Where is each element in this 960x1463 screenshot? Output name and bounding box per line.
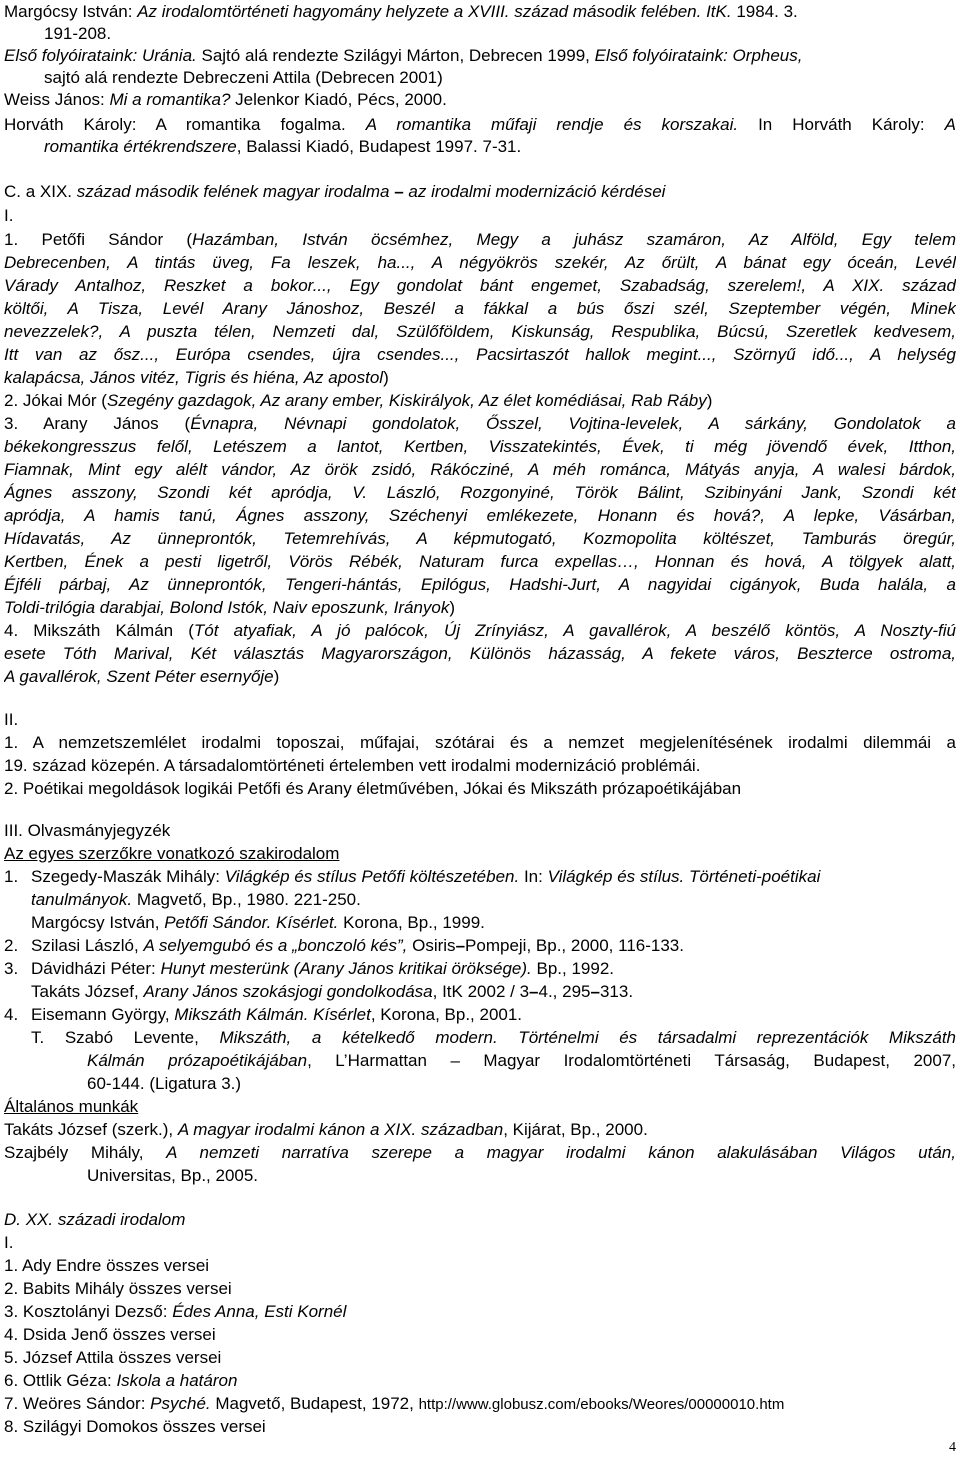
text-line — [31, 889, 956, 911]
italic-text-run: költői, A Tisza, Levél Arany Jánoshoz, Beszél a fákkal a bús őszi szél, Szeptember végén, Minek — [4, 299, 956, 318]
text-line — [4, 1232, 956, 1254]
text-line — [31, 1027, 956, 1049]
text-line — [4, 1278, 956, 1300]
italic-text-run: Iskola a határon — [116, 1371, 238, 1390]
text-run: , Balassi Kiadó, Budapest 1997. 7-31. — [236, 137, 522, 156]
text-run: 2. Babits Mihály összes versei — [4, 1279, 232, 1298]
text-run: , L’Harmattan – Magyar Irodalomtörténeti Társaság, Budapest, 2007, — [307, 1051, 956, 1070]
text-line — [4, 275, 956, 297]
italic-text-run: Az irodalomtörténeti hagyomány helyzete a XVIII. század második felében. ItK. — [137, 2, 732, 21]
text-line — [4, 1096, 956, 1118]
text-line — [4, 958, 956, 980]
text-run: 1984. 3. — [731, 2, 798, 21]
italic-text-run: A — [944, 115, 956, 134]
text-line — [4, 866, 956, 888]
text-run: 7. Weöres Sándor: — [4, 1394, 151, 1413]
text-line — [4, 181, 956, 203]
italic-text-run: Kálmán prózapoétikájában — [87, 1051, 308, 1070]
text-line — [4, 1416, 956, 1438]
italic-text-run: Tót atyafiak, A jó palócok, Új Zrínyiász, A gavallérok, A beszélő köntös, A Noszty-fiú — [193, 621, 956, 640]
text-line — [4, 820, 956, 842]
italic-text-run: Mikszáth, a kételkedő modern. Történelmi és társadalmi reprezentációk Mikszáth — [219, 1028, 956, 1047]
text-run: Dávidházi Péter: — [31, 959, 161, 978]
italic-text-run: Világkép és stílus. Történeti-poétikai — [547, 867, 821, 886]
text-line — [4, 778, 956, 800]
italic-text-run: A romantika műfaji rendje és korszakai. — [365, 115, 739, 134]
text-run: C. a XIX. — [4, 182, 77, 201]
italic-text-run: Hunyt mesterünk (Arany János kritikai öröksége). — [160, 959, 532, 978]
text-line — [4, 229, 956, 251]
text-line — [4, 551, 956, 573]
italic-text-run: Fiamnak, Mint egy alélt vándor, Az örök zsidó, Rákócziné, A méh románca, Mátyás anyja, A walesi bárdok, — [4, 460, 956, 479]
text-run: – — [590, 982, 600, 1001]
text-line — [4, 1301, 956, 1323]
italic-text-run: Hídavatás, Az ünneprontók, Tetemrehívás, A képmutogató, Kozmopolita költészet, Tamburás öregúr, — [4, 529, 956, 548]
text-line — [4, 114, 956, 136]
text-run: 3. Kosztolányi Dezső: — [4, 1302, 173, 1321]
section-heading: Az egyes szerzőkre vonatkozó szakirodalom — [4, 844, 340, 863]
italic-text-run: Éjféli párbaj, Az ünneprontók, Tengeri-hántás, Epilógus, Hadshi-Jurt, A nagyidai cigányok, Buda halála, a — [4, 575, 956, 594]
text-line — [4, 390, 956, 412]
text-line — [4, 45, 956, 67]
text-run: Osiris — [407, 936, 456, 955]
italic-text-run: Első folyóirataink: Orpheus, — [594, 46, 803, 65]
text-run: 6. Ottlik Géza: — [4, 1371, 117, 1390]
text-run: – — [529, 982, 539, 1001]
italic-text-run: az irodalmi modernizáció kérdései — [403, 182, 666, 201]
text-run: ) — [273, 667, 280, 686]
text-run: Szajbély Mihály, — [4, 1143, 167, 1162]
text-run: ) — [449, 598, 456, 617]
text-run: 60-144. (Ligatura 3.) — [87, 1074, 242, 1093]
text-line — [4, 1347, 956, 1369]
text-run: Bp., 1992. — [531, 959, 614, 978]
italic-text-run: Mikszáth Kálmán. Kísérlet — [174, 1005, 371, 1024]
text-run: 4., 295 — [538, 982, 591, 1001]
italic-text-run: esete Tóth Marival, Két választás Magyarországon, Különös házasság, A fekete város, Beszterce ostroma, — [4, 644, 956, 663]
text-line — [44, 136, 956, 158]
text-run: ) — [706, 391, 713, 410]
text-line — [4, 574, 956, 596]
italic-text-run: Szegény gazdagok, Az arany ember, Kiskirályok, Az élet komédiásai, Rab Ráby — [106, 391, 707, 410]
text-run: 313. — [599, 982, 634, 1001]
text-run: Universitas, Bp., 2005. — [87, 1166, 259, 1185]
text-line — [4, 755, 956, 777]
text-line — [4, 597, 956, 619]
text-run: , Korona, Bp., 2001. — [370, 1005, 523, 1024]
text-line — [44, 23, 956, 45]
text-run: 5. József Attila összes versei — [4, 1348, 222, 1367]
text-run: 8. Szilágyi Domokos összes versei — [4, 1417, 266, 1436]
text-line — [4, 344, 956, 366]
italic-text-run: tanulmányok. — [31, 890, 133, 909]
text-run: I. — [4, 206, 14, 225]
text-line — [4, 367, 956, 389]
italic-text-run: Évnapra, Névnapi gondolatok, Ősszel, Vojtina-levelek, A sárkány, Gondolatok a — [190, 414, 956, 433]
text-run: , ItK 2002 / 3 — [432, 982, 530, 1001]
text-run: Magvető, Bp., 1980. 221-250. — [132, 890, 361, 909]
text-line — [31, 981, 956, 1003]
text-run: 1. A nemzetszemlélet irodalmi toposzai, műfajai, szótárai és a nemzet megjelenítésének irodalmi dilemmái a — [4, 733, 956, 752]
text-run: Eisemann György, — [31, 1005, 175, 1024]
italic-text-run: romantika értékrendszere — [44, 137, 237, 156]
text-line — [4, 1255, 956, 1277]
italic-text-run: Petőfi Sándor. Kísérlet. — [164, 913, 339, 932]
text-run: 4. Mikszáth Kálmán ( — [4, 621, 194, 640]
text-run: 3. Arany János ( — [4, 414, 191, 433]
italic-text-run: Arany János szokásjogi gondolkodása — [143, 982, 433, 1001]
text-line — [4, 643, 956, 665]
italic-text-run: Várady Antalhoz, Reszket a bokor..., Egy gondolat bánt engemet, Szabadság, szerelem!, A XIX. század — [4, 276, 956, 295]
text-line — [4, 935, 956, 957]
text-run: Magvető, Budapest, 1972, — [210, 1394, 419, 1413]
text-run: II. — [4, 710, 19, 729]
text-line — [87, 1073, 956, 1095]
text-run: Horváth Károly: A romantika fogalma. — [4, 115, 366, 134]
italic-text-run: Debrecenben, A tintás üveg, Fa leszek, ha..., A négyökrös szekér, Az őrült, A bánat egy óceán, Levél — [4, 253, 956, 272]
italic-text-run: A selyemgubó és a „bonczoló kés”, — [143, 936, 408, 955]
italic-text-run: Első folyóirataink: Uránia. — [4, 46, 197, 65]
text-line — [4, 89, 956, 111]
text-run: Sajtó alá rendezte Szilágyi Márton, Debrecen 1999, — [196, 46, 595, 65]
text-run: 2. Poétikai megoldások logikái Petőfi és Arany életművében, Jókai és Mikszáth prózapoétikájában — [4, 779, 742, 798]
text-run: ) — [383, 368, 389, 387]
italic-text-run: Ágnes asszony, Szondi két apródja, V. László, Rozgonyiné, Török Bálint, Szibinyáni Jank, Szondi két — [4, 483, 956, 502]
text-line — [4, 1370, 956, 1392]
text-line — [4, 843, 956, 865]
text-run: Takáts József (szerk.), — [4, 1120, 178, 1139]
italic-text-run: kalapácsa, János vitéz, Tigris és hiéna, Az apostol — [4, 368, 384, 387]
text-run: Weiss János: — [4, 90, 110, 109]
text-line — [4, 252, 956, 274]
italic-text-run: nevezzelek?, A puszta télen, Nemzeti dal, Szülőföldem, Kiskunság, Respublika, Búcsú, Szeretlek kedvesem, — [4, 322, 956, 341]
italic-text-run: század második felének magyar irodalma — [76, 182, 395, 201]
page-number: 4 — [949, 1440, 956, 1455]
list-number: 2. — [4, 936, 19, 955]
text-line — [4, 709, 956, 731]
text-line — [4, 321, 956, 343]
italic-text-run: Toldi-trilógia darabjai, Bolond Istók, Naiv eposzunk, Irányok — [4, 598, 450, 617]
text-line — [4, 298, 956, 320]
text-line — [4, 620, 956, 642]
text-line — [4, 1393, 956, 1416]
text-run: – — [394, 182, 404, 201]
italic-text-run: A magyar irodalmi kánon a XIX. században — [177, 1120, 504, 1139]
text-run: Takáts József, — [31, 982, 144, 1001]
italic-text-run: Mi a romantika? — [109, 90, 231, 109]
text-run: Korona, Bp., 1999. — [338, 913, 485, 932]
text-run: Szilasi László, — [31, 936, 144, 955]
list-number: 3. — [4, 959, 19, 978]
text-run: Margócsy István: — [4, 2, 138, 21]
text-line — [4, 1, 956, 23]
text-run: In Horváth Károly: — [738, 115, 945, 134]
text-line — [4, 436, 956, 458]
text-run: I. — [4, 1233, 14, 1252]
list-number: 4. — [4, 1005, 19, 1024]
text-run: 2. Jókai Mór ( — [4, 391, 107, 410]
text-line — [87, 1165, 956, 1187]
text-run: 191-208. — [44, 24, 112, 43]
text-run: 1. Petőfi Sándor ( — [4, 230, 193, 249]
text-line — [4, 413, 956, 435]
text-line — [4, 1209, 956, 1231]
text-run: Pompeji, Bp., 2000, 116-133. — [465, 936, 684, 955]
italic-text-run: Édes Anna, Esti Kornél — [172, 1302, 347, 1321]
text-run: Margócsy István, — [31, 913, 165, 932]
url-text: http://www.globusz.com/ebooks/Weores/00000010.htm — [418, 1396, 785, 1413]
text-run: Jelenkor Kiadó, Pécs, 2000. — [230, 90, 447, 109]
text-line — [4, 459, 956, 481]
text-line — [87, 1050, 956, 1072]
italic-text-run: apródja, A hamis tanú, Ágnes asszony, Széchenyi emlékezete, Honann és hová?, A lepke, Vásárban, — [4, 506, 956, 525]
text-run: III. Olvasmányjegyzék — [4, 821, 171, 840]
text-line — [4, 1004, 956, 1026]
text-run: , Kijárat, Bp., 2000. — [503, 1120, 648, 1139]
text-run: sajtó alá rendezte Debreczeni Attila (Debrecen 2001) — [44, 68, 443, 87]
text-run: Szegedy-Maszák Mihály: — [31, 867, 225, 886]
italic-text-run: Világkép és stílus Petőfi költészetében. — [224, 867, 520, 886]
list-number: 1. — [4, 867, 19, 886]
text-run: 1. Ady Endre összes versei — [4, 1256, 210, 1275]
italic-text-run: Psyché. — [150, 1394, 211, 1413]
text-line — [4, 1119, 956, 1141]
text-run: T. Szabó Levente, — [31, 1028, 220, 1047]
italic-text-run: Kertben, Ének a pesti ligetről, Vörös Rébék, Naturam furca expellas…, Honnan és hová, A tölgyek alatt, — [4, 552, 956, 571]
text-line — [4, 482, 956, 504]
text-line — [31, 912, 956, 934]
text-line — [4, 1142, 956, 1164]
section-heading: Általános munkák — [4, 1097, 139, 1116]
text-line — [4, 505, 956, 527]
italic-text-run: Hazámban, István öcsémhez, Megy a juhász szamáron, Az Alföld, Egy telem — [192, 230, 956, 249]
text-line — [4, 528, 956, 550]
text-run: – — [455, 936, 466, 955]
italic-text-run: A nemzeti narratíva szerepe a magyar irodalmi kánon alakulásában Világos után, — [166, 1143, 956, 1162]
text-line — [44, 67, 956, 89]
italic-text-run: békekongresszus felől, Letészem a lantot, Kertben, Visszatekintés, Évek, ti még jövendő évek, Itthon, — [4, 437, 956, 456]
italic-text-run: D. XX. századi irodalom — [4, 1210, 186, 1229]
text-run: In: — [519, 867, 548, 886]
text-line — [4, 666, 956, 688]
italic-text-run: Itt van az ősz..., Európa csendes, újra csendes..., Pacsirtaszót hallok megint..., Szörnyű idő..., A helység — [4, 345, 956, 364]
italic-text-run: A gavallérok, Szent Péter esernyője — [4, 667, 274, 686]
text-line — [4, 205, 956, 227]
text-run: 19. század közepén. A társadalomtörténeti értelemben vett irodalmi modernizáció problémái. — [4, 756, 701, 775]
text-line — [4, 732, 956, 754]
text-line — [4, 1324, 956, 1346]
text-run: 4. Dsida Jenő összes versei — [4, 1325, 216, 1344]
